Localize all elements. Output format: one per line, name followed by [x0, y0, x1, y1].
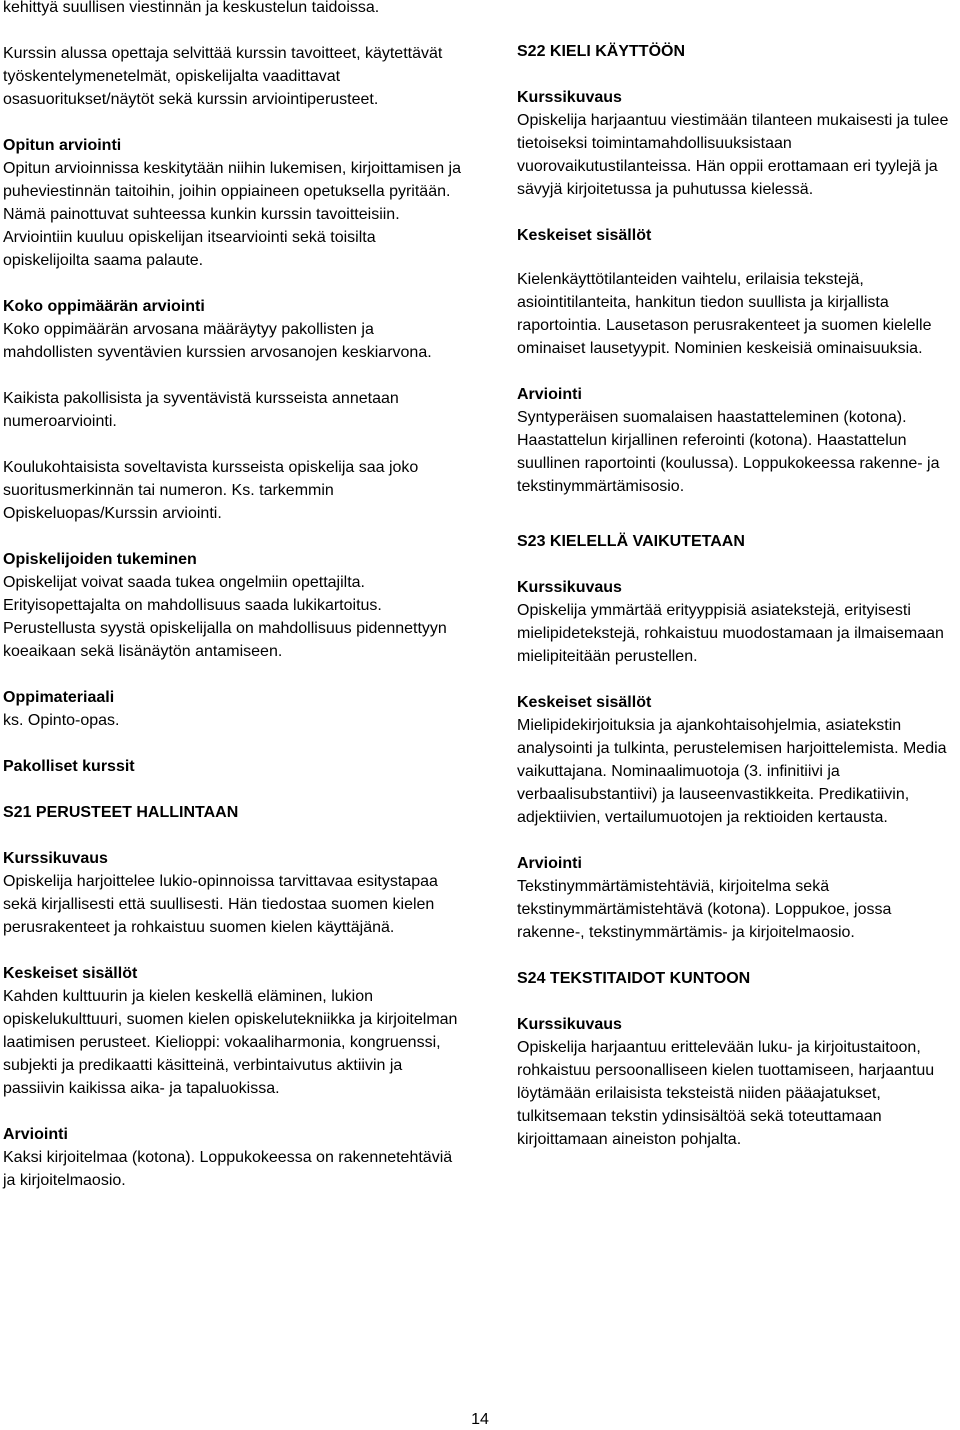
- koko-oppimaara-heading: Koko oppimäärän arviointi: [3, 298, 205, 315]
- s24-kurssikuvaus-section: [517, 1013, 957, 1151]
- oppimateriaali-heading: Oppimateriaali: [3, 689, 115, 706]
- opiskelijoiden-tukeminen-heading: Opiskelijoiden tukeminen: [3, 551, 197, 568]
- s22-keskeiset-sisallot-heading-block: [517, 224, 957, 247]
- s24-kurssikuvaus-text: Opiskelija harjaantuu erittelevään luku- ja kirjoitustaitoon, rohkaistuu persoonalliseen kielen tuottamiseen, harjaantuu löytämään erilaisista teksteistä niiden pääajatukset, tulkitsemaan tekstin ydinsisältöä sekä toteuttamaan kirjoittamaan aineiston pohjalta.: [517, 1039, 935, 1148]
- s22-title-block: [517, 40, 957, 63]
- s22-arviointi-heading: Arviointi: [517, 386, 582, 403]
- opitun-arviointi-heading: Opitun arviointi: [3, 137, 122, 154]
- s24-title-block: [517, 967, 957, 990]
- pakolliset-kurssit-section: [3, 755, 465, 778]
- koko-oppimaara-text: Koko oppimäärän arvosana määräytyy pakollisten ja mahdollisten syventävien kurssien arvosanojen keskiarvona.: [3, 321, 432, 361]
- s21-arviointi-text: Kaksi kirjoitelmaa (kotona). Loppukokeessa on rakennetehtäviä ja kirjoitelmaosio.: [3, 1149, 453, 1189]
- s23-arviointi-text: Tekstinymmärtämistehtäviä, kirjoitelma sekä tekstinymmärtämistehtävä (kotona). Loppukoe, jossa rakenne-, tekstinymmärtämis- ja kirjoitelmaosio.: [517, 878, 892, 941]
- s23-title: S23 KIELELLÄ VAIKUTETAAN: [517, 533, 745, 550]
- s22-kurssikuvaus-heading: Kurssikuvaus: [517, 89, 622, 106]
- s22-arviointi-text: Syntyperäisen suomalaisen haastatteleminen (kotona). Haastattelun kirjallinen referointi (kotona). Haastattelun suullinen raportointi (koulussa). Loppukokeessa rakenne- ja tekstinymmärtämisosio.: [517, 409, 940, 495]
- s23-keskeiset-sisallot-heading: Keskeiset sisällöt: [517, 694, 652, 711]
- s21-keskeiset-sisallot-text: Kahden kulttuurin ja kielen keskellä eläminen, lukion opiskelukulttuuri, suomen kielen opiskelutekniikka ja kirjoitelman laatimisen perusteet. Kielioppi: vokaaliharmonia, kongruenssi, subjekti ja predikaatti käsitteinä, verbintaivutus aktiivin ja passiivin kaikissa aika- ja tapaluokissa.: [3, 988, 458, 1097]
- course-intro-text: Kurssin alussa opettaja selvittää kurssin tavoitteet, käytettävät työskentelymenetelmät, opiskelijalta vaadittavat osasuoritukset/näytöt sekä kurssin arviointiperusteet.: [3, 45, 443, 108]
- s24-title: S24 TEKSTITAIDOT KUNTOON: [517, 970, 751, 987]
- left-column: [3, 0, 465, 1215]
- kaikista-text: Kaikista pakollisista ja syventävistä kursseista annetaan numeroarviointi.: [3, 390, 399, 430]
- s21-keskeiset-sisallot-section: [3, 962, 465, 1100]
- s22-kurssikuvaus-text: Opiskelija harjaantuu viestimään tilanteen mukaisesti ja tulee tietoiseksi toimintamahdollisuuksistaan vuorovaikutustilanteissa. Hän oppii erottamaan eri tyylejä ja sävyjä kirjoitetussa ja puhutussa kielessä.: [517, 112, 949, 198]
- s23-keskeiset-sisallot-section: [517, 691, 957, 829]
- s21-title: S21 PERUSTEET HALLINTAAN: [3, 804, 239, 821]
- s22-keskeiset-sisallot-text-block: [517, 268, 957, 360]
- oppimateriaali-text: ks. Opinto-opas.: [3, 712, 120, 729]
- opiskelijoiden-tukeminen-section: [3, 548, 465, 663]
- pakolliset-kurssit-heading: Pakolliset kurssit: [3, 758, 135, 775]
- s21-kurssikuvaus-section: [3, 847, 465, 939]
- s23-arviointi-section: [517, 852, 957, 944]
- s21-arviointi-section: [3, 1123, 465, 1192]
- oppimateriaali-section: [3, 686, 465, 732]
- koko-oppimaara-section: [3, 295, 465, 364]
- s21-kurssikuvaus-heading: Kurssikuvaus: [3, 850, 108, 867]
- opitun-arviointi-section: [3, 134, 465, 272]
- s21-arviointi-heading: Arviointi: [3, 1126, 68, 1143]
- koulukohtaiset-text: Koulukohtaisista soveltavista kursseista opiskelija saa joko suoritusmerkinnän tai numeron. Ks. tarkemmin Opiskeluopas/Kurssin arviointi.: [3, 459, 419, 522]
- s23-keskeiset-sisallot-text: Mielipidekirjoituksia ja ajankohtaisohjelmia, asiatekstin analysointi ja tulkinta, perustelemisen harjoittelemista. Media vaikuttajana. Nominaalimuotoja (3. infinitiivi ja verbaalisubstantiivi) ja lauseenvastikkeita. Predikatiivin, adjektiivien, vertailumuotojen ja rektioiden kertausta.: [517, 717, 947, 826]
- course-intro-block: [3, 42, 465, 111]
- s23-kurssikuvaus-text: Opiskelija ymmärtää erityyppisiä asiatekstejä, erityisesti mielipidetekstejä, rohkaistuu muodostamaan ja ilmaisemaan mielipiteitään perustellen.: [517, 602, 944, 665]
- opiskelijoiden-tukeminen-text: Opiskelijat voivat saada tukea ongelmiin opettajilta. Erityisopettajalta on mahdollisuus saada lukikartoitus. Perustellusta syystä opiskelijalla on mahdollisuus pidennettyyn koeaikaan sekä lisänäytön antamiseen.: [3, 574, 447, 660]
- s22-arviointi-section: [517, 383, 957, 498]
- page-number: 14: [471, 1411, 489, 1428]
- kaikista-block: [3, 387, 465, 433]
- s21-kurssikuvaus-text: Opiskelija harjoittelee lukio-opinnoissa tarvittavaa esitystapaa sekä kirjallisesti että suullisesti. Hän tiedostaa suomen kielen perusrakenteet ja rohkaistuu suomen kielen käyttäjänä.: [3, 873, 438, 936]
- s23-title-block: [517, 530, 957, 553]
- s21-keskeiset-sisallot-heading: Keskeiset sisällöt: [3, 965, 138, 982]
- s24-kurssikuvaus-heading: Kurssikuvaus: [517, 1016, 622, 1033]
- s23-kurssikuvaus-heading: Kurssikuvaus: [517, 579, 622, 596]
- koulukohtaiset-block: [3, 456, 465, 525]
- s22-keskeiset-sisallot-text: Kielenkäyttötilanteiden vaihtelu, erilaisia tekstejä, asiointitilanteita, hankitun tiedon suullista ja kirjallista raportointia. Lausetason perusrakenteet ja suomen kielelle ominaiset lausetyypit. Nominien keskeisiä ominaisuuksia.: [517, 271, 932, 357]
- s23-arviointi-heading: Arviointi: [517, 855, 582, 872]
- s23-kurssikuvaus-section: [517, 576, 957, 668]
- right-column: [517, 40, 957, 1174]
- intro-continuation-text: kehittyä suullisen viestinnän ja keskustelun taidoissa.: [3, 0, 380, 16]
- s22-kurssikuvaus-section: [517, 86, 957, 201]
- s21-title-block: [3, 801, 465, 824]
- opitun-arviointi-text: Opitun arvioinnissa keskitytään niihin lukemisen, kirjoittamisen ja puheviestinnän taitoihin, joihin oppiaineen opetuksella pyritään. Nämä painottuvat suhteessa kunkin kurssin tavoitteisiin. Arviointiin kuuluu opiskelijan itsearviointi sekä toisilta opiskelijoilta saama palaute.: [3, 160, 461, 269]
- s22-keskeiset-sisallot-heading: Keskeiset sisällöt: [517, 227, 652, 244]
- s22-title: S22 KIELI KÄYTTÖÖN: [517, 43, 686, 60]
- intro-continuation-block: [3, 0, 465, 19]
